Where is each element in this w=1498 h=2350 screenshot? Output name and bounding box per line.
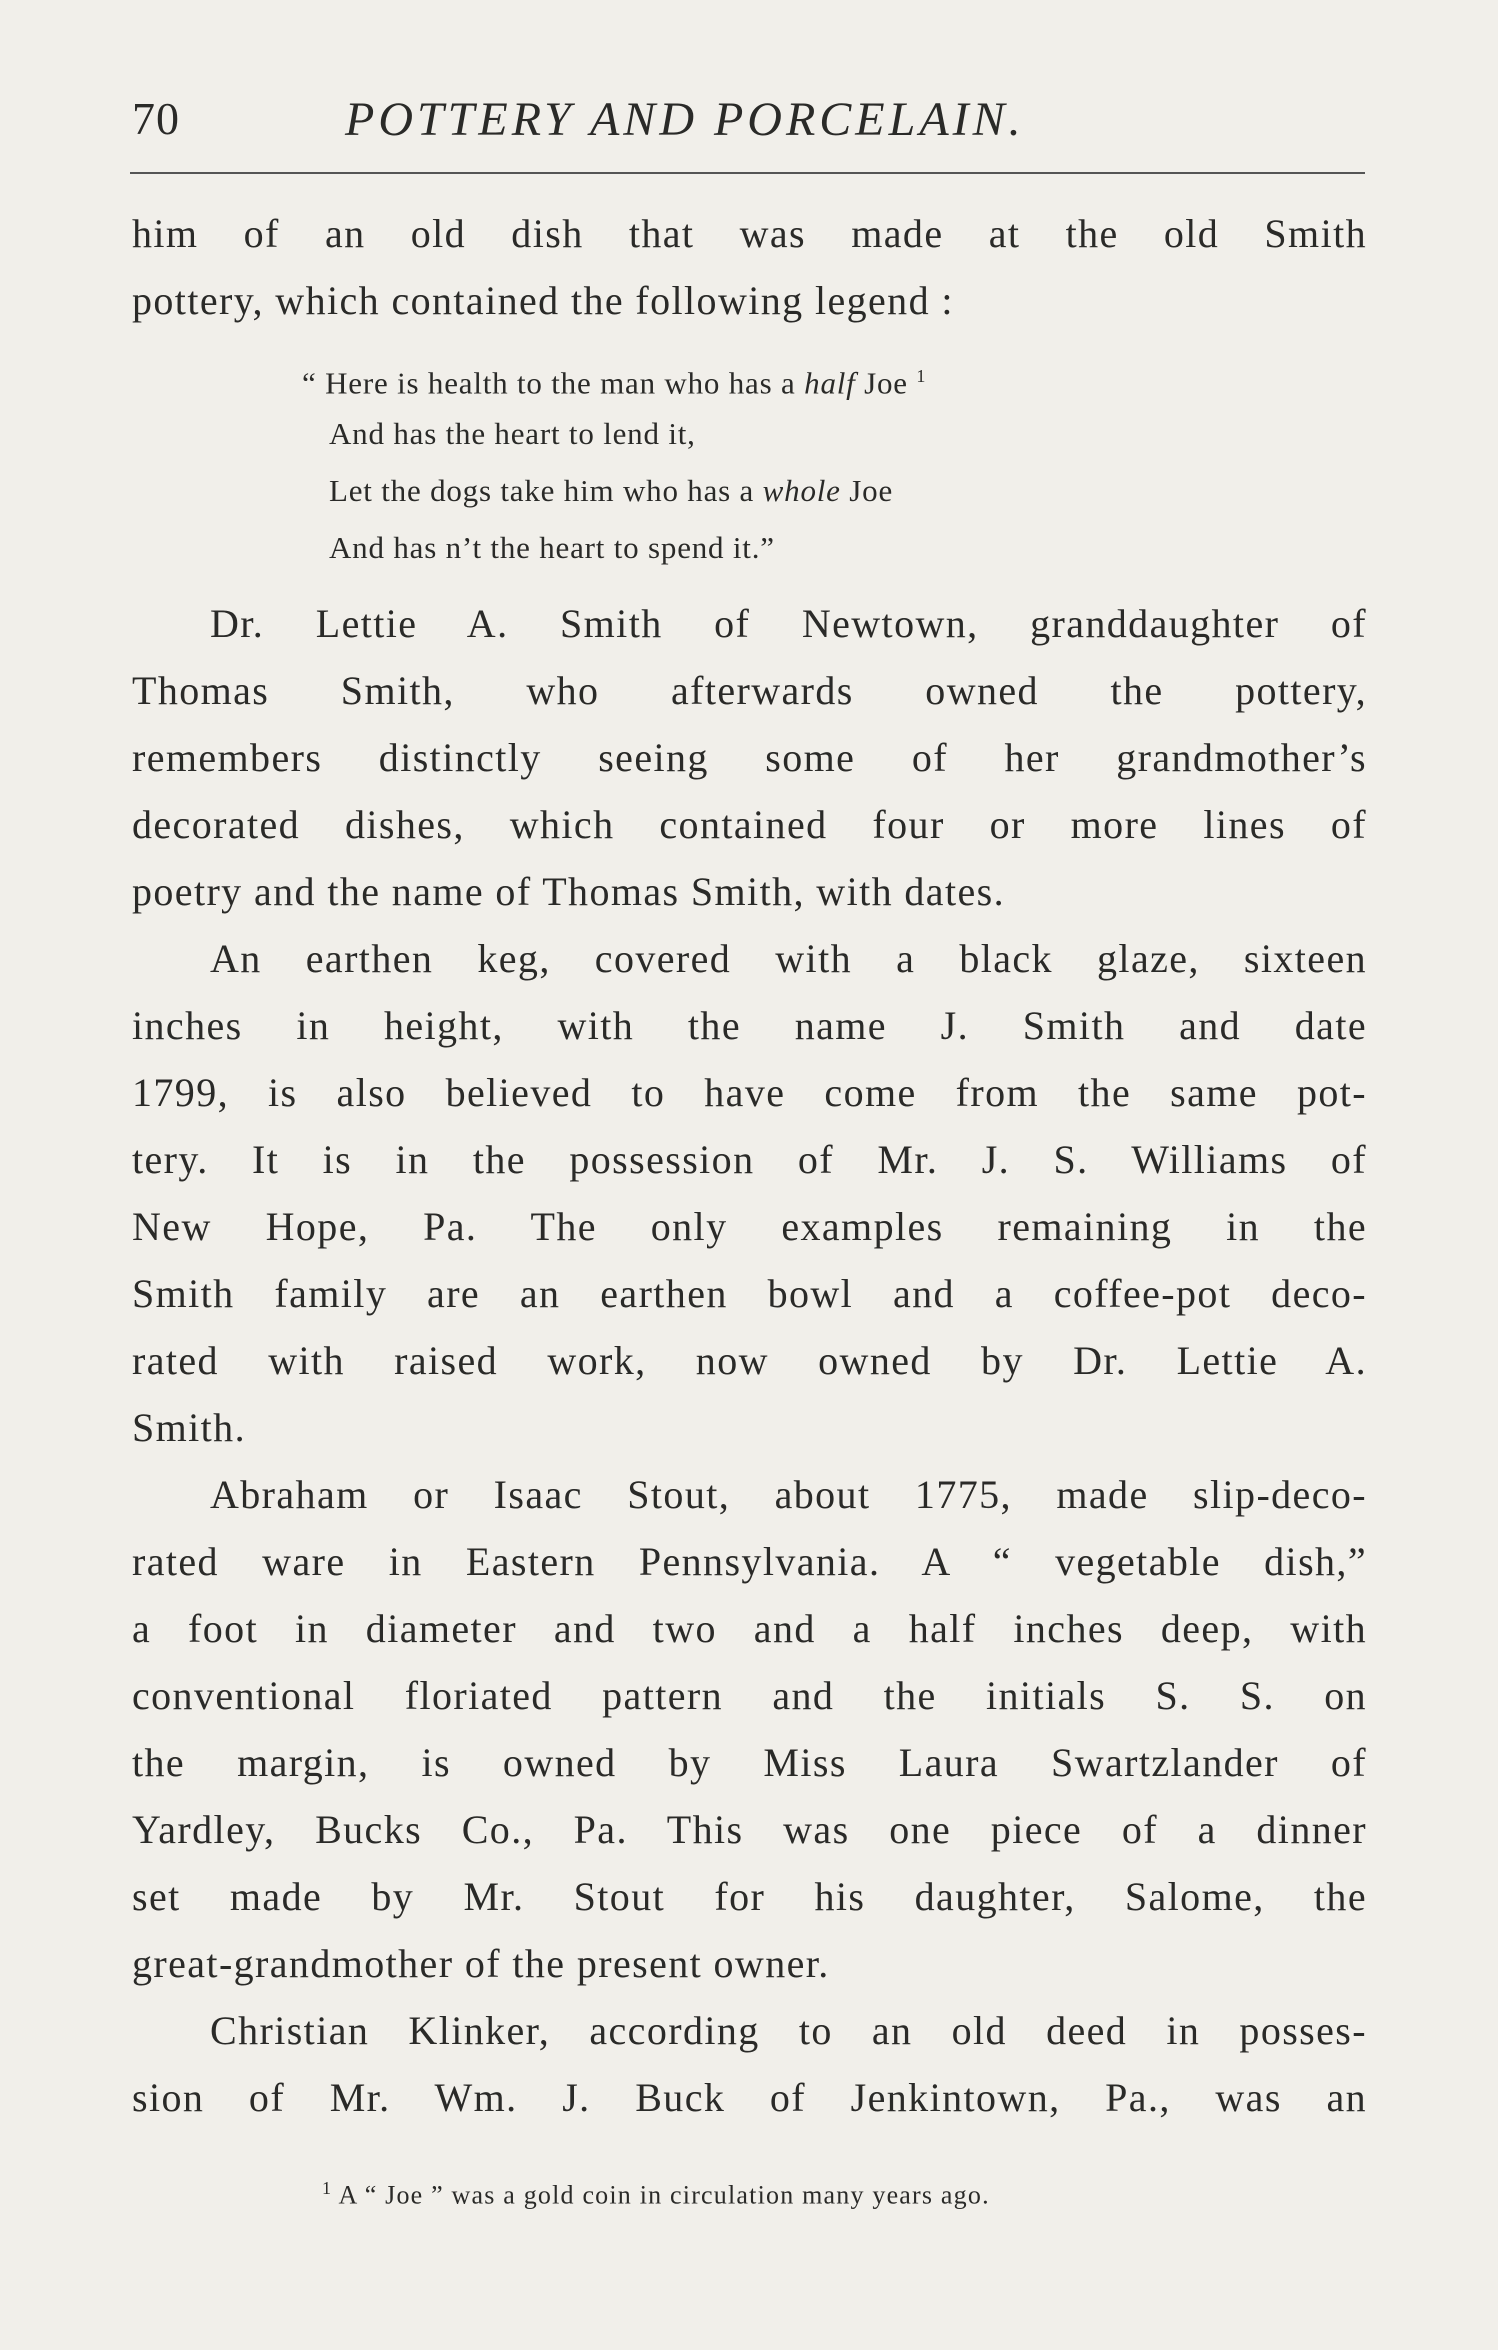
footnote-marker: 1: [322, 2178, 333, 2198]
verse-line: “ Here is health to the man who has a half Joe $^1$: [302, 365, 927, 401]
text-line: pottery, which contained the following legend :: [132, 278, 954, 323]
text-line: tery. It is in the possession of Mr. J. S. Williams of: [132, 1137, 1367, 1182]
text-line: the margin, is owned by Miss Laura Swartzlander of: [132, 1740, 1367, 1785]
paragraph-1: [132, 200, 1367, 334]
header-rule: [130, 172, 1365, 174]
body-text: [132, 200, 1367, 2131]
text-line: sion of Mr. Wm. J. Buck of Jenkintown, Pa., was an: [132, 2075, 1367, 2120]
paragraph-5: [132, 1997, 1367, 2131]
running-title: POTTERY AND PORCELAIN.: [345, 93, 1025, 146]
text-line: Smith.: [132, 1405, 246, 1450]
verse-line: And has the heart to lend it,: [329, 416, 696, 451]
text-line: Yardley, Bucks Co., Pa. This was one piece of a dinner: [132, 1807, 1367, 1852]
page-header: [130, 88, 1365, 168]
text-line: decorated dishes, which contained four or more lines of: [132, 802, 1367, 847]
footnote-reference: 1: [916, 366, 927, 386]
text-line: New Hope, Pa. The only examples remaining in the: [132, 1204, 1367, 1249]
text-line: Christian Klinker, according to an old deed in posses-: [210, 2008, 1367, 2053]
verse-line: Let the dogs take him who has a whole Joe: [329, 473, 894, 508]
italic-word: half: [804, 365, 856, 401]
italic-word: whole: [762, 473, 841, 508]
paragraph-2: [132, 590, 1367, 925]
text-line: rated ware in Eastern Pennsylvania. A “ vegetable dish,”: [132, 1539, 1367, 1584]
text-line: great-grandmother of the present owner.: [132, 1941, 830, 1986]
footnote: [322, 2178, 990, 2211]
verse-quote: [132, 348, 1367, 576]
text-line: Dr. Lettie A. Smith of Newtown, granddaughter of: [210, 601, 1367, 646]
text-line: Thomas Smith, who afterwards owned the pottery,: [132, 668, 1367, 713]
footnote-text: A “ Joe ” was a gold coin in circulation many years ago.: [332, 2180, 990, 2210]
verse-line: And has n’t the heart to spend it.”: [329, 530, 775, 565]
text-line: rated with raised work, now owned by Dr. Lettie A.: [132, 1338, 1367, 1383]
text-line: Abraham or Isaac Stout, about 1775, made slip-deco-: [210, 1472, 1367, 1517]
text-line: set made by Mr. Stout for his daughter, Salome, the: [132, 1874, 1367, 1919]
text-line: remembers distinctly seeing some of her grandmother’s: [132, 735, 1367, 780]
text-line: Smith family are an earthen bowl and a coffee-pot deco-: [132, 1271, 1367, 1316]
text-line: poetry and the name of Thomas Smith, with dates.: [132, 869, 1005, 914]
text-line: him of an old dish that was made at the old Smith: [132, 211, 1367, 256]
text-line: conventional floriated pattern and the initials S. S. on: [132, 1673, 1367, 1718]
text-line: An earthen keg, covered with a black glaze, sixteen: [210, 936, 1367, 981]
paragraph-3: [132, 925, 1367, 1461]
paragraph-4: [132, 1461, 1367, 1997]
text-line: inches in height, with the name J. Smith and date: [132, 1003, 1367, 1048]
text-line: a foot in diameter and two and a half inches deep, with: [132, 1606, 1367, 1651]
page-number: 70: [132, 93, 180, 144]
text-line: 1799, is also believed to have come from the same pot-: [132, 1070, 1367, 1115]
